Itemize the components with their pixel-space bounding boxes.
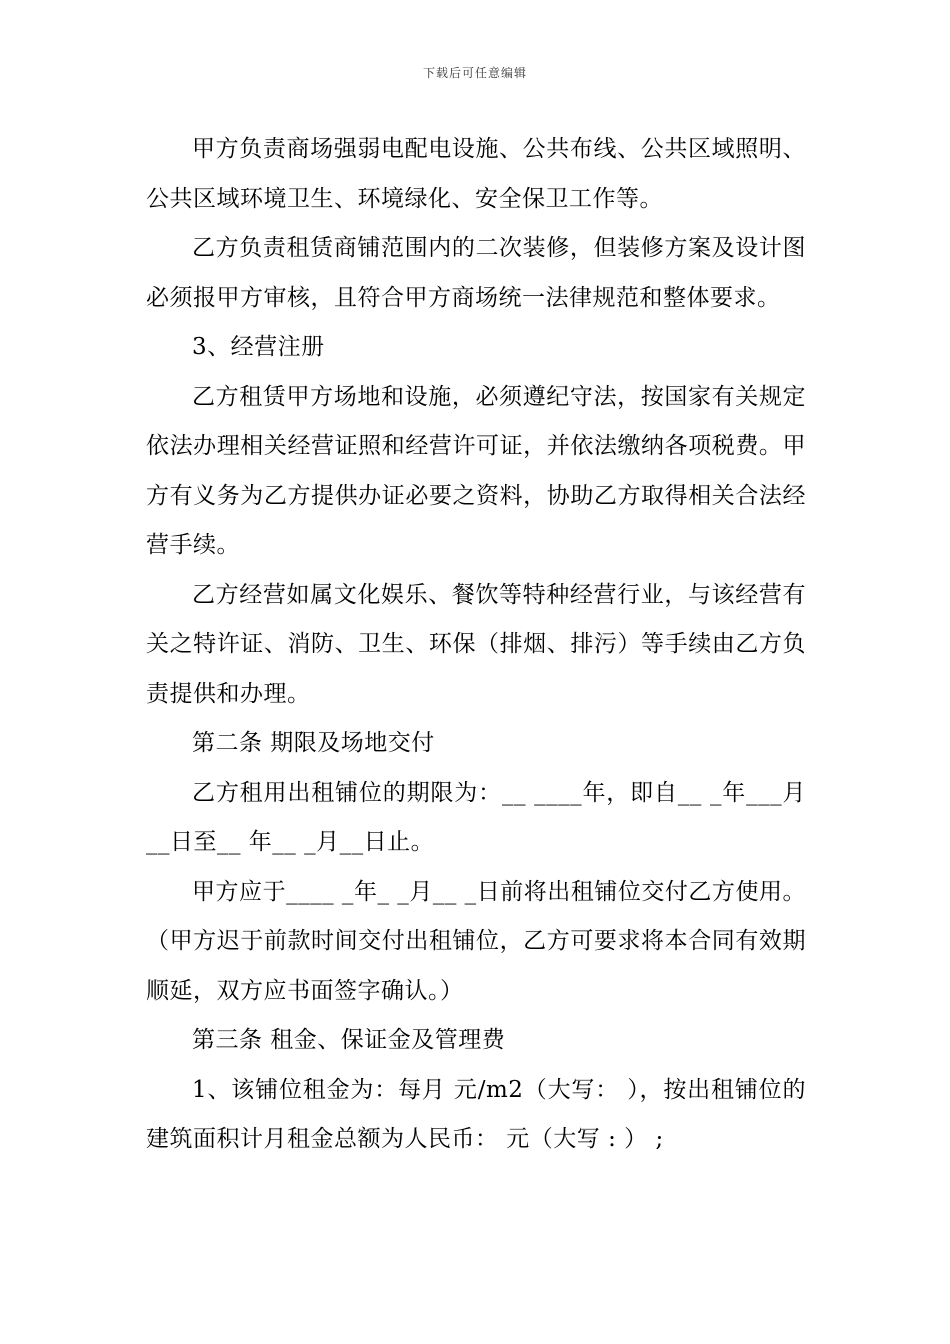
document-body xyxy=(146,125,806,1165)
paragraph-business-licenses: 乙方租赁甲方场地和设施，必须遵纪守法，按国家有关规定依法办理相关经营证照和经营许可证，并依法缴纳各项税费。甲方有义务为乙方提供办证必要之资料，协助乙方取得相关合法经营手续。 xyxy=(146,383,806,558)
paragraph-rent-amount: 1、该铺位租金为：每月 元/m2（大写： ），按出租铺位的建筑面积计月租金总额为人民币： 元（大写 : ） ; xyxy=(146,1076,806,1152)
paragraph-special-industry: 乙方经营如属文化娱乐、餐饮等特种经营行业，与该经营有关之特许证、消防、卫生、环保（排烟、排污）等手续由乙方负责提供和办理。 xyxy=(146,581,806,707)
article-heading-term-delivery: 第二条 期限及场地交付 xyxy=(192,730,435,756)
section-heading-business-registration: 3、经营注册 xyxy=(192,334,325,360)
paragraph-lease-term: 乙方租用出租铺位的期限为：__ ____年，即自__ _年___月__日至__ 年__ _月__日止。 xyxy=(146,779,806,855)
paragraph-delivery-date: 甲方应于____ _年_ _月__ _日前将出租铺位交付乙方使用。（甲方迟于前款时间交付出租铺位，乙方可要求将本合同有效期顺延，双方应书面签字确认。） xyxy=(146,878,806,1004)
article-heading-rent-deposit: 第三条 租金、保证金及管理费 xyxy=(192,1027,506,1053)
header-note: 下载后可任意编辑 xyxy=(422,66,527,80)
paragraph-party-a-duties: 甲方负责商场强弱电配电设施、公共布线、公共区域照明、公共区域环境卫生、环境绿化、安全保卫工作等。 xyxy=(146,136,806,212)
paragraph-party-b-renovation: 乙方负责租赁商铺范围内的二次装修，但装修方案及设计图必须报甲方审核，且符合甲方商场统一法律规范和整体要求。 xyxy=(146,235,806,311)
